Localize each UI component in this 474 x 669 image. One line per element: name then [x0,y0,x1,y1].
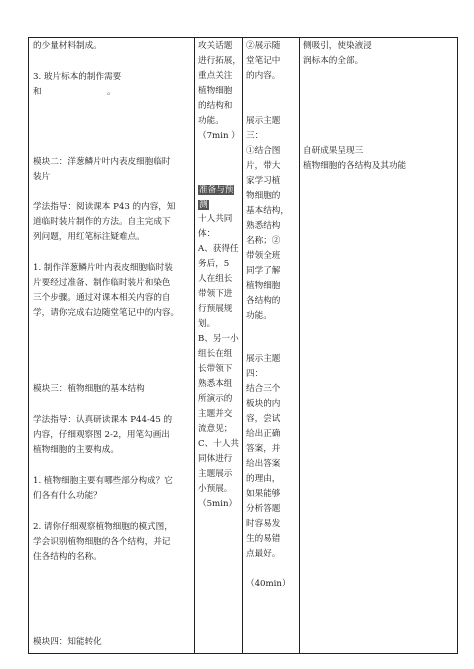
presentation-line: 时容易发 [246,519,281,529]
task-1-line: 1. 制作洋葱鳞片叶内表皮细胞临时装 [33,263,173,273]
activity-line: 攻关话题 [198,41,233,51]
highlighted-heading [198,183,234,199]
presentation-line: 结合三个 [246,384,281,394]
activity-line: 十人共同 [198,214,233,224]
presentation-line: 各结构的 [246,296,281,306]
activity-line: 功能。 [198,116,224,126]
notes-column [300,38,458,654]
activity-line: 主题并交 [198,409,233,419]
study-guide-line: 内容，仔细观察图 2-2，用笔勾画出 [33,430,170,440]
study-guide-line: 学法指导：认真研读课本 P44-45 的 [33,415,173,425]
highlight-text: 测 [199,200,208,210]
activity-line: B、另一小 [198,334,239,344]
highlight-text: 准备与预 [199,185,234,195]
presentation-line: 板块的内 [246,399,281,409]
activity-line: 熟悉本组 [198,379,233,389]
presentation-line: 三： [246,131,264,141]
presentation-line: 生的易错 [246,534,281,544]
notes-heading: 自研成果呈现三 [303,146,364,156]
module-4-title: 模块四：知能转化 [33,637,102,647]
activity-line: 务后，5 [198,259,230,269]
presentation-line: 家学习植 [246,176,281,186]
question-line: 1. 植物细胞主要有哪些部分构成？它 [33,476,173,486]
time-label: （7min ） [198,131,240,141]
activity-line: 小预展。 [198,484,233,494]
question-line: 们各有什么功能？ [33,491,102,501]
presentation-line: 片，带大 [246,161,281,171]
presentation-line: 功能。 [246,311,272,321]
presentation-line: 植物细胞 [246,281,281,291]
question-3-blank-and: 和 [33,87,42,97]
presentation-line: 如果能够 [246,489,281,499]
task-1-line: 学，请你完成右边随堂笔记中的内容。 [33,308,180,318]
notes-line: 侧吸引，使染液浸 [303,41,372,51]
activity-line: 体： [198,229,216,239]
activity-line: 植物细胞 [198,86,233,96]
presentation-line: 的内容。 [246,71,281,81]
presentation-line: 答案，并 [246,444,281,454]
presentation-line: ②展示随 [246,41,281,51]
self-study-column [29,38,195,654]
presentation-line: 点最好。 [246,549,281,559]
activity-line: 行预展规 [198,304,233,314]
activity-line: 长带领下 [198,364,233,374]
question-line: 2. 请你仔细观察植物细胞的模式图， [33,522,173,532]
presentation-line: 的理由， [246,474,281,484]
activity-line: 人在组长 [198,274,233,284]
activity-line: 重点关注 [198,71,233,81]
activity-line: 带领下进 [198,289,233,299]
activity-line: A、获得任 [198,244,239,254]
study-guide-line: 植物细胞的主要构成。 [33,445,119,455]
presentation-topic-title: 展示主题 [246,354,281,364]
lesson-table [28,37,458,654]
presentation-line: 带领全班 [246,251,281,261]
activity-line: 进行拓展， [198,56,241,66]
text-line: 的少量材料制成。 [33,41,102,51]
activity-line: 划。 [198,319,216,329]
notes-line: 润标本的全部。 [303,56,364,66]
presentation-line: 堂笔记中 [246,56,281,66]
activity-line: 所演示的 [198,394,233,404]
presentation-line: 四： [246,369,264,379]
study-guide-line: 列问题，用红笔标注疑难点。 [33,232,145,242]
presentation-line: 物细胞的 [246,191,281,201]
presentation-line: ①结合图 [246,146,281,156]
activity-line: 主题展示 [198,469,233,479]
group-activity-column [195,38,243,654]
activity-line: 的结构和 [198,101,233,111]
activity-line: 组长在组 [198,349,233,359]
presentation-line: 基本结构， [246,206,289,216]
presentation-topic-title: 展示主题 [246,116,281,126]
presentation-line: 给出答案 [246,459,281,469]
time-label: （5min） [198,499,238,509]
notes-line: 植物细胞的各结构及其功能 [303,161,407,171]
task-1-line: 三个步骤。通过对课本相关内容的自 [33,293,171,303]
presentation-line: 同学了解 [246,266,281,276]
module-2-title: 模块二：洋葱鳞片叶内表皮细胞临时 [33,157,171,167]
activity-line: 同体进行 [198,454,233,464]
activity-line: 流意见； [198,424,233,434]
question-line: 住各结构的名称。 [33,552,102,562]
question-3-line: 3. 玻片标本的制作需要 [33,72,122,82]
module-3-title: 模块三：植物细胞的基本结构 [33,384,145,394]
presentation-line: 名称；② [246,236,281,246]
question-line: 学会识别植物细胞的各个结构，并记 [33,537,171,547]
presentation-line: 熟悉结构 [246,221,281,231]
task-1-line: 片要经过准备、制作临时装片和染色 [33,278,171,288]
study-guide-line: 道临时装片制作的方法。自主完成下 [33,217,171,227]
presentation-line: 分析答题 [246,504,281,514]
module-2-title-cont: 装片 [33,172,51,182]
presentation-column [243,38,300,654]
study-guide-line: 学法指导：阅读课本 P43 的内容，知 [33,202,176,212]
activity-line: C、十人共 [198,439,239,449]
question-3-blank-end: 。 [107,87,116,97]
presentation-line: 容，尝试 [246,414,281,424]
time-label: （40min） [246,579,291,589]
presentation-line: 给出正确 [246,429,281,439]
